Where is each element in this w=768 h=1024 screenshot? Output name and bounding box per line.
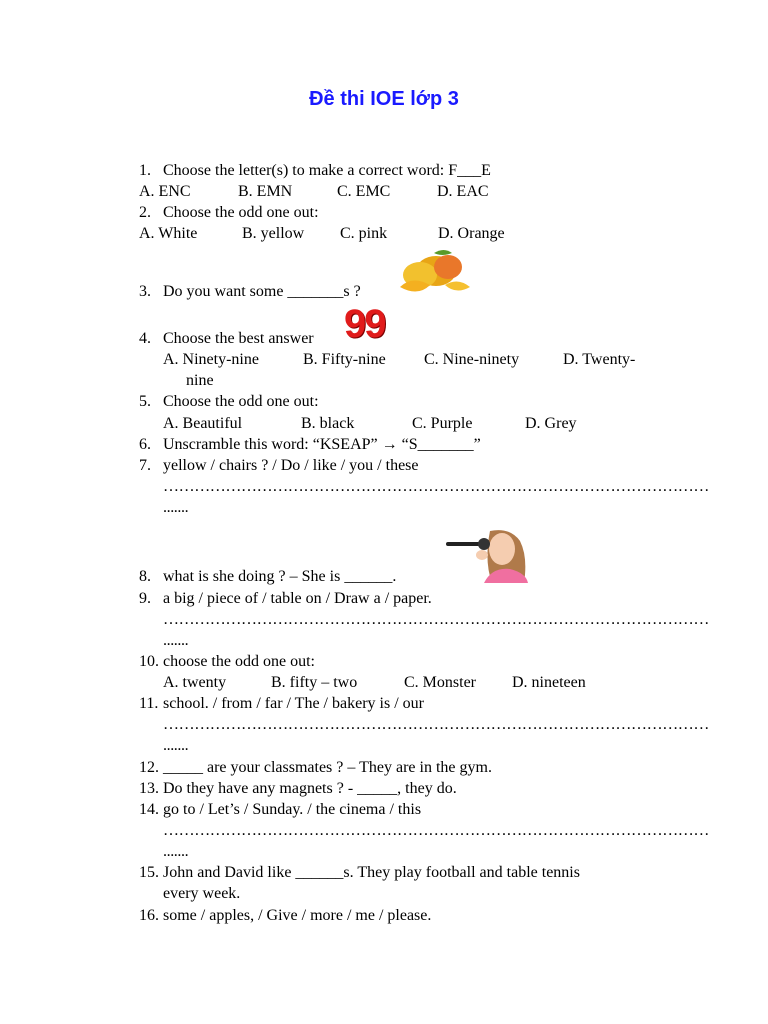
question-text: go to / Let’s / Sunday. / the cinema / this	[163, 801, 422, 818]
question-8	[139, 567, 396, 587]
option-a: A. ENC	[139, 183, 191, 200]
question-7	[139, 456, 419, 476]
question-14	[139, 800, 421, 820]
question-text: John and David like ______s. They play football and table tennis	[163, 864, 580, 881]
question-text: Do they have any magnets ? - _____, they do.	[163, 780, 457, 797]
question-number: 7.	[139, 457, 151, 474]
question-text: Choose the odd one out:	[163, 204, 319, 221]
option-b: B. Fifty-nine	[303, 351, 386, 368]
question-number: 15.	[139, 864, 159, 881]
question-text: school. / from / far / The / bakery is / our	[163, 695, 424, 712]
option-d: D. Grey	[525, 415, 577, 432]
option-a: A. White	[139, 225, 198, 242]
question-number: 6.	[139, 436, 151, 453]
question-text: some / apples, / Give / more / me / please.	[163, 907, 432, 924]
question-number: 16.	[139, 907, 159, 924]
question-15-continued: every week.	[163, 885, 241, 902]
question-text: _____ are your classmates ? – They are in the gym.	[163, 759, 492, 776]
question-12	[139, 758, 492, 778]
option-d: D. nineteen	[512, 674, 586, 691]
number-99-image: 99	[344, 302, 385, 346]
option-c: C. EMC	[337, 183, 391, 200]
question-4	[139, 329, 314, 349]
question-text: Unscramble this word: “KSEAP” → “S_______”	[163, 436, 481, 453]
question-number: 8.	[139, 568, 151, 585]
question-number: 4.	[139, 330, 151, 347]
question-text: yellow / chairs ? / Do / like / you / these	[163, 457, 419, 474]
question-5	[139, 392, 319, 412]
question-number: 10.	[139, 653, 159, 670]
question-text: a big / piece of / table on / Draw a / paper.	[163, 590, 432, 607]
option-d: D. EAC	[437, 183, 489, 200]
question-9	[139, 589, 432, 609]
option-a: A. twenty	[163, 674, 227, 691]
question-text: Do you want some _______s ?	[163, 283, 361, 300]
option-b: B. yellow	[242, 225, 305, 242]
answer-dotted-line: ……………………………………………………………………………………………	[163, 611, 710, 628]
option-c: C. pink	[340, 225, 388, 242]
question-11	[139, 694, 424, 714]
option-c: C. Nine-ninety	[424, 351, 520, 368]
option-d-continued: nine	[186, 372, 214, 389]
answer-dotted-tail: .......	[163, 737, 189, 754]
answer-dotted-line: ……………………………………………………………………………………………	[163, 716, 710, 733]
question-number: 11.	[139, 695, 159, 712]
question-15	[139, 863, 580, 883]
singing-girl-image	[440, 527, 530, 583]
answer-dotted-tail: .......	[163, 632, 189, 649]
mango-image	[390, 245, 476, 299]
question-number: 14.	[139, 801, 159, 818]
question-3	[139, 282, 361, 302]
question-number: 2.	[139, 204, 151, 221]
question-13	[139, 779, 457, 799]
question-number: 13.	[139, 780, 159, 797]
question-number: 9.	[139, 590, 151, 607]
answer-dotted-tail: .......	[163, 499, 189, 516]
answer-dotted-line: ……………………………………………………………………………………………	[163, 822, 710, 839]
question-2	[139, 203, 319, 223]
option-d: D. Orange	[438, 225, 505, 242]
question-number: 1.	[139, 162, 151, 179]
answer-dotted-tail: .......	[163, 843, 189, 860]
question-10	[139, 652, 315, 672]
question-text: Choose the letter(s) to make a correct word: F___E	[163, 162, 491, 179]
answer-dotted-line: ……………………………………………………………………………………………	[163, 478, 710, 495]
question-1	[139, 161, 491, 181]
question-6	[139, 435, 481, 455]
option-b: B. fifty – two	[271, 674, 358, 691]
option-b: B. EMN	[238, 183, 293, 200]
option-c: C. Purple	[412, 415, 473, 432]
option-a: A. Beautiful	[163, 415, 243, 432]
question-number: 12.	[139, 759, 159, 776]
option-c: C. Monster	[404, 674, 476, 691]
question-number: 3.	[139, 283, 151, 300]
question-text: what is she doing ? – She is ______.	[163, 568, 397, 585]
option-b: B. black	[301, 415, 355, 432]
question-text: choose the odd one out:	[163, 653, 315, 670]
question-16	[139, 906, 431, 926]
question-number: 5.	[139, 393, 151, 410]
question-text: Choose the odd one out:	[163, 393, 319, 410]
option-d: D. Twenty-	[563, 351, 636, 368]
option-a: A. Ninety-nine	[163, 351, 259, 368]
question-text: Choose the best answer	[163, 330, 314, 347]
page-title: Đề thi IOE lớp 3	[309, 88, 459, 110]
